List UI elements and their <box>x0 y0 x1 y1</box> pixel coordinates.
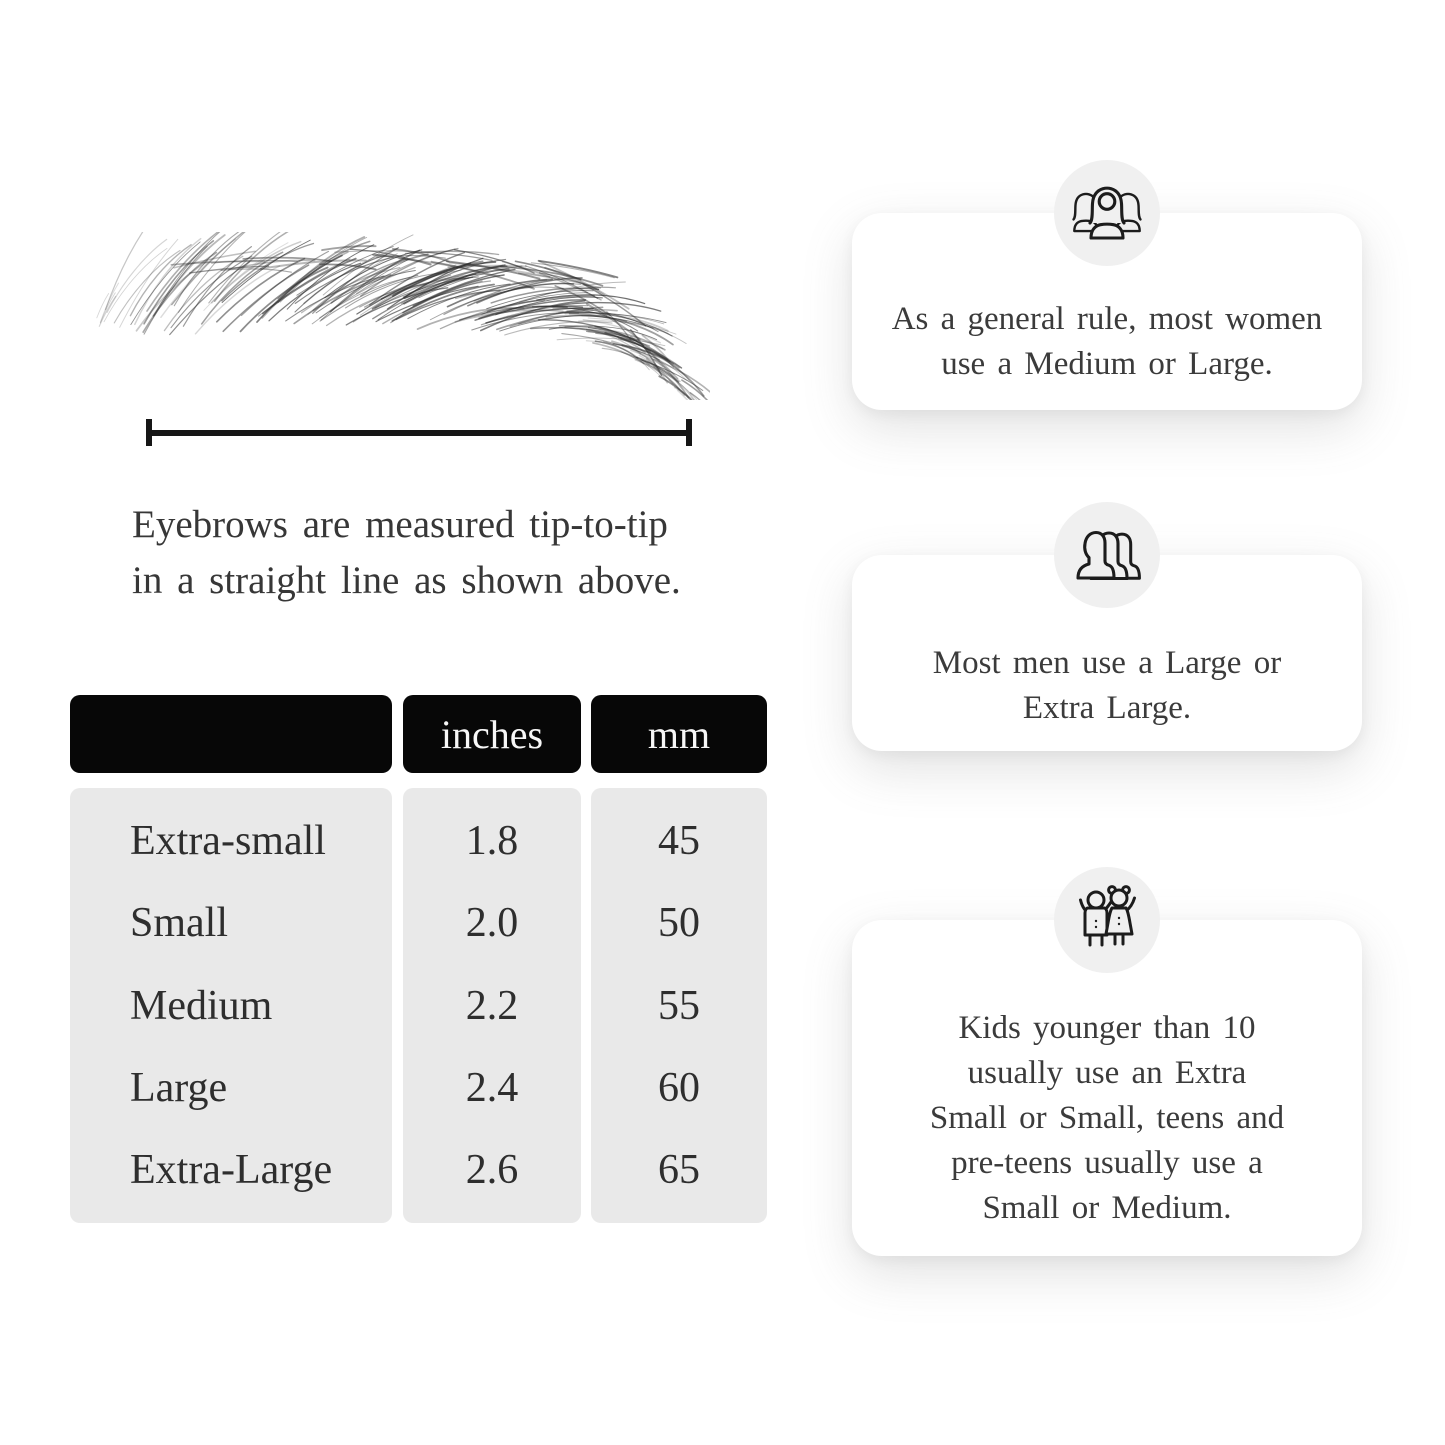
inches-value-cell: 2.6 <box>465 1146 519 1193</box>
kids-icon <box>1054 867 1160 973</box>
mm-value-cell: 60 <box>658 1064 700 1111</box>
caption-line-2: in a straight line as shown above. <box>132 559 681 602</box>
info-card-men <box>852 555 1362 751</box>
info-card-women <box>852 213 1362 410</box>
men-group-icon <box>1054 502 1160 608</box>
inches-value-cell: 2.2 <box>465 982 519 1029</box>
inches-value-cell: 2.4 <box>465 1064 519 1111</box>
caption-line-1: Eyebrows are measured tip-to-tip <box>132 503 668 546</box>
size-label-cell: Large <box>130 1064 228 1111</box>
measurement-line <box>146 430 692 436</box>
size-label-cell: Extra-Large <box>130 1146 333 1193</box>
info-card-text-line: Extra Large. <box>1022 690 1192 726</box>
info-card-text-line: pre-teens usually use a <box>951 1145 1263 1181</box>
table-mm-column <box>591 788 767 1223</box>
info-card-text-line: Small or Small, teens and <box>929 1100 1285 1136</box>
eyebrow-illustration <box>90 232 710 400</box>
info-card-text-line: As a general rule, most women <box>891 301 1323 337</box>
mm-value-cell: 50 <box>658 900 700 947</box>
info-card-text-line: usually use an Extra <box>967 1055 1247 1091</box>
table-header-blank <box>70 695 392 773</box>
size-label-cell: Small <box>130 900 229 947</box>
measurement-line-right-cap <box>686 419 692 446</box>
inches-value-cell: 2.0 <box>465 900 519 947</box>
measurement-caption <box>132 497 772 609</box>
inches-value-cell: 1.8 <box>465 818 519 865</box>
table-header-inches: inches <box>403 695 581 773</box>
mm-value-cell: 55 <box>658 982 700 1029</box>
table-header-mm: mm <box>591 695 767 773</box>
size-label-cell: Extra-small <box>130 818 326 865</box>
table-size-label-column <box>70 788 392 1223</box>
mm-value-cell: 65 <box>658 1146 700 1193</box>
info-card-text-line: Kids younger than 10 <box>958 1010 1256 1046</box>
info-card-text-line: use a Medium or Large. <box>941 346 1273 382</box>
measurement-line-left-cap <box>146 419 152 446</box>
table-inches-column <box>403 788 581 1223</box>
mm-value-cell: 45 <box>658 818 700 865</box>
info-card-kids <box>852 920 1362 1256</box>
women-group-icon <box>1054 160 1160 266</box>
info-card-text-line: Small or Medium. <box>982 1190 1232 1226</box>
size-label-cell: Medium <box>130 982 273 1029</box>
info-card-text-line: Most men use a Large or <box>932 645 1282 681</box>
